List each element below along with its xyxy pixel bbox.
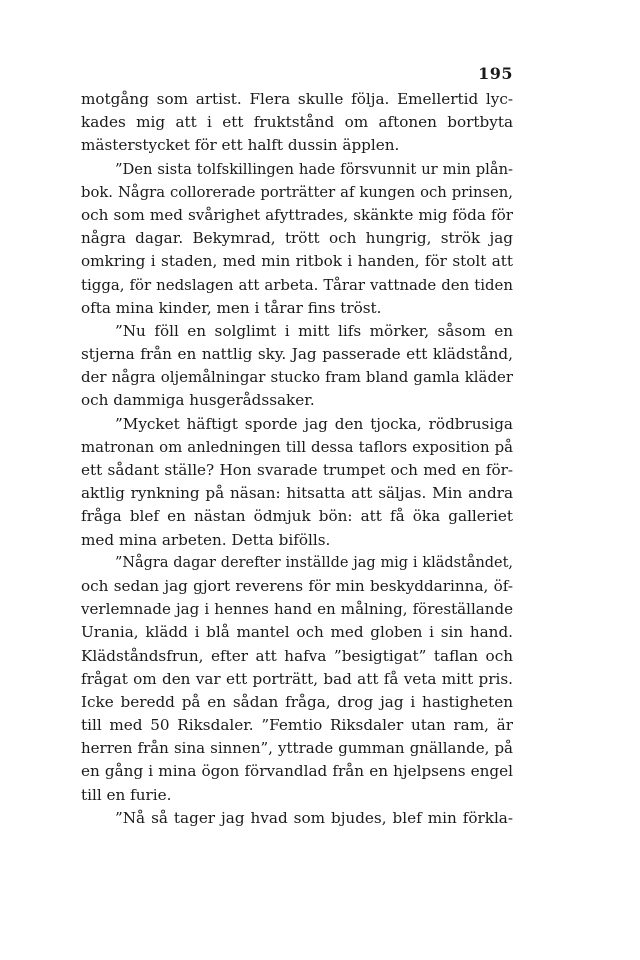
text-line: matronan om anledningen till dessa taflors exposition på (81, 437, 513, 456)
text-line: ”Nu föll en solglimt i mitt lifs mörker, såsom en (115, 321, 513, 340)
text-line: mästerstycket för ett halft dussin äpplen. (81, 136, 400, 155)
text-line: en gång i mina ögon förvandlad från en hjelpsens engel (81, 762, 513, 781)
text-line: fråga blef en nästan ödmjuk bön: att få öka galleriet (81, 507, 513, 526)
text-line: och sedan jag gjort reverens för min beskyddarinna, öf- (81, 576, 513, 595)
text-line: ”Den sista tolfskillingen hade försvunnit ur min plån- (115, 160, 513, 178)
text-line: kades mig att i ett fruktstånd om aftonen bortbyta (81, 113, 513, 132)
body-text (81, 88, 513, 830)
text-line: stjerna från en nattlig sky. Jag passerade ett klädstånd, (81, 345, 513, 364)
text-line: några dagar. Bekymrad, trött och hungrig, strök jag (81, 229, 513, 248)
text-line: der några oljemålningar stucko fram bland gamla kläder (81, 368, 513, 387)
text-line: ”Mycket häftigt sporde jag den tjocka, rödbrusiga (115, 414, 513, 433)
text-line: omkring i staden, med min ritbok i handen, för stolt att (81, 252, 513, 271)
text-line: Icke beredd på en sådan fråga, drog jag i hastigheten (81, 692, 513, 711)
text-line: till en furie. (81, 785, 172, 804)
text-line: ofta mina kinder, men i tårar fins tröst. (81, 298, 382, 317)
text-line: ”Nå så tager jag hvad som bjudes, blef min förkla- (115, 808, 513, 827)
text-line: aktlig rynkning på näsan: hitsatta att säljas. Min andra (81, 484, 513, 503)
text-line: herren från sina sinnen”, yttrade gumman gnällande, på (81, 739, 513, 758)
text-line: och dammiga husgerådssaker. (81, 391, 315, 410)
text-line: till med 50 Riksdaler. ”Femtio Riksdaler utan ram, är (81, 716, 513, 735)
text-line: Klädståndsfrun, efter att hafva ”besigtigat” taflan och (81, 646, 513, 665)
text-line: frågat om den var ett porträtt, bad att få veta mitt pris. (81, 669, 513, 688)
page-number: 195 (478, 64, 513, 83)
text-line: motgång som artist. Flera skulle följa. Emellertid lyc- (81, 90, 513, 108)
book-page (81, 60, 513, 830)
text-line: tigga, för nedslagen att arbeta. Tårar vattnade den tiden (81, 275, 513, 294)
text-line: ”Några dagar derefter inställde jag mig i klädståndet, (115, 554, 513, 571)
text-line: verlemnade jag i hennes hand en målning, föreställande (81, 600, 513, 619)
text-line: Urania, klädd i blå mantel och med globen i sin hand. (81, 623, 513, 642)
text-line: och som med svårighet afyttrades, skänkte mig föda för (81, 205, 513, 224)
text-line: bok. Några collorerade porträtter af kungen och prinsen, (81, 183, 513, 201)
text-line: ett sådant ställe? Hon svarade trumpet och med en för- (81, 461, 513, 479)
text-line: med mina arbeten. Detta bifölls. (81, 530, 331, 549)
